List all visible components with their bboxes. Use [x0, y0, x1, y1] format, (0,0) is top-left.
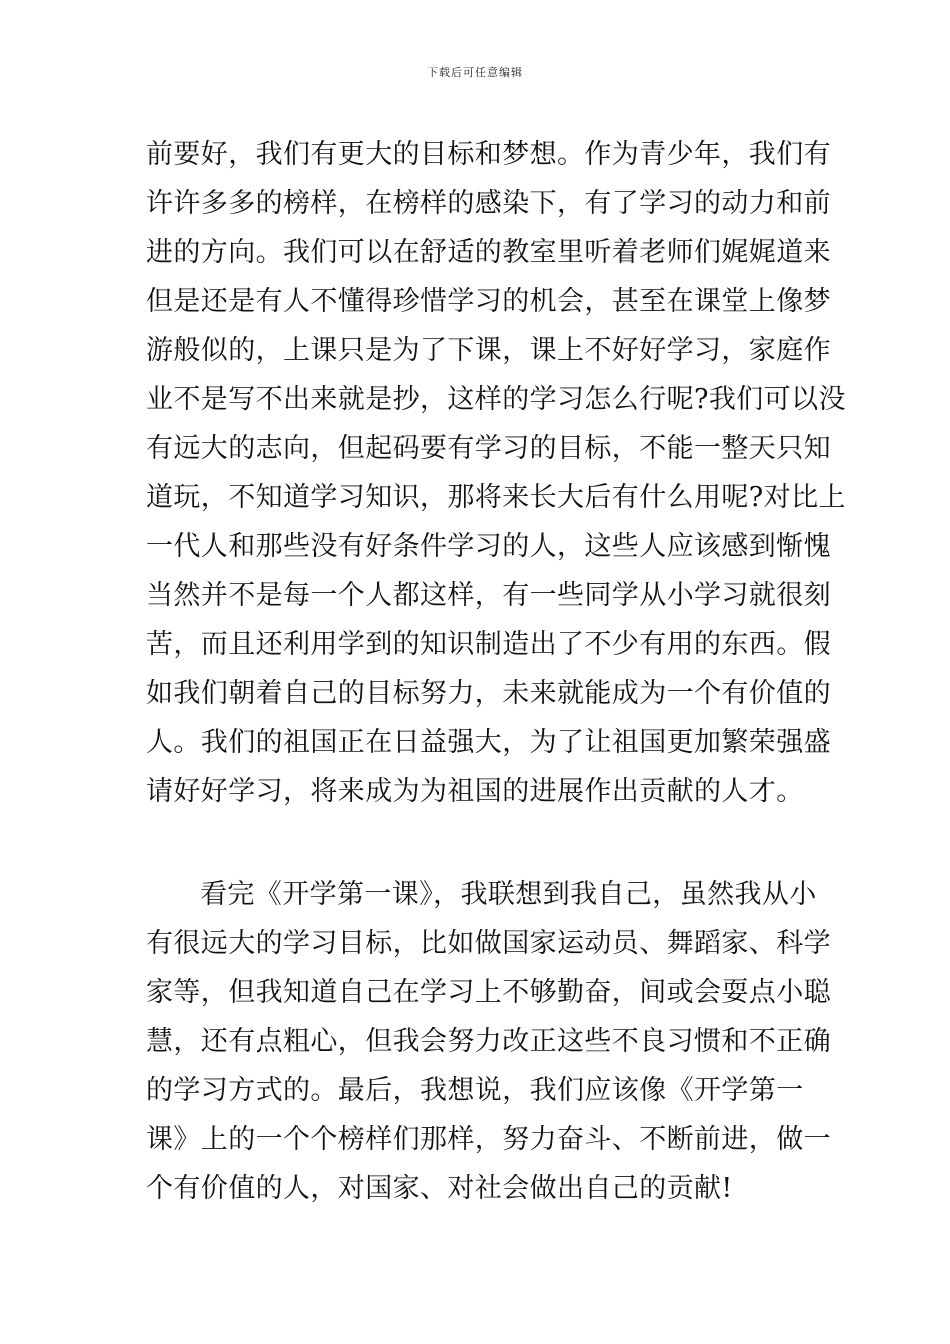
- page-header: 下载后可任意编辑: [427, 66, 523, 79]
- text-line: 慧，还有点粗心，但我会努力改正这些不良习惯和不正确: [146, 1026, 831, 1057]
- text-line: 请好好学习，将来成为为祖国的进展作出贡献的人才。: [146, 776, 804, 807]
- paragraph-1: [146, 130, 846, 816]
- paragraph-2: [146, 870, 831, 1213]
- text-line: 许许多多的榜样，在榜样的感染下，有了学习的动力和前: [146, 188, 831, 219]
- text-line: 进的方向。我们可以在舒适的教室里听着老师们娓娓道来: [146, 237, 831, 268]
- text-line: 前要好，我们有更大的目标和梦想。作为青少年，我们有: [146, 139, 831, 170]
- text-line: 有很远大的学习目标，比如做国家运动员、舞蹈家、科学: [146, 928, 831, 959]
- text-line: 有远大的志向，但起码要有学习的目标，不能一整天只知: [146, 433, 831, 464]
- text-line: 看完《开学第一课》，我联想到我自己，虽然我从小: [200, 879, 817, 910]
- text-line: 人。我们的祖国正在日益强大，为了让祖国更加繁荣强盛: [146, 727, 831, 758]
- text-line: 苦，而且还利用学到的知识制造出了不少有用的东西。假: [146, 629, 831, 660]
- text-line: 道玩，不知道学习知识，那将来长大后有什么用呢?对比上: [146, 482, 846, 513]
- text-line: 如我们朝着自己的目标努力，未来就能成为一个有价值的: [146, 678, 831, 709]
- text-line: 一代人和那些没有好条件学习的人，这些人应该感到惭愧: [146, 531, 831, 562]
- text-line: 游般似的，上课只是为了下课，课上不好好学习，家庭作: [146, 335, 831, 366]
- text-line: 家等，但我知道自己在学习上不够勤奋，间或会耍点小聪: [146, 977, 831, 1008]
- text-line: 课》上的一个个榜样们那样，努力奋斗、不断前进，做一: [146, 1124, 831, 1155]
- text-line: 业不是写不出来就是抄，这样的学习怎么行呢?我们可以没: [146, 384, 846, 415]
- text-line: 当然并不是每一个人都这样，有一些同学从小学习就很刻: [146, 580, 831, 611]
- text-line: 但是还是有人不懂得珍惜学习的机会，甚至在课堂上像梦: [146, 286, 831, 317]
- text-line: 个有价值的人，对国家、对社会做出自己的贡献!: [146, 1173, 733, 1204]
- text-line: 的学习方式的。最后，我想说，我们应该像《开学第一: [146, 1075, 804, 1106]
